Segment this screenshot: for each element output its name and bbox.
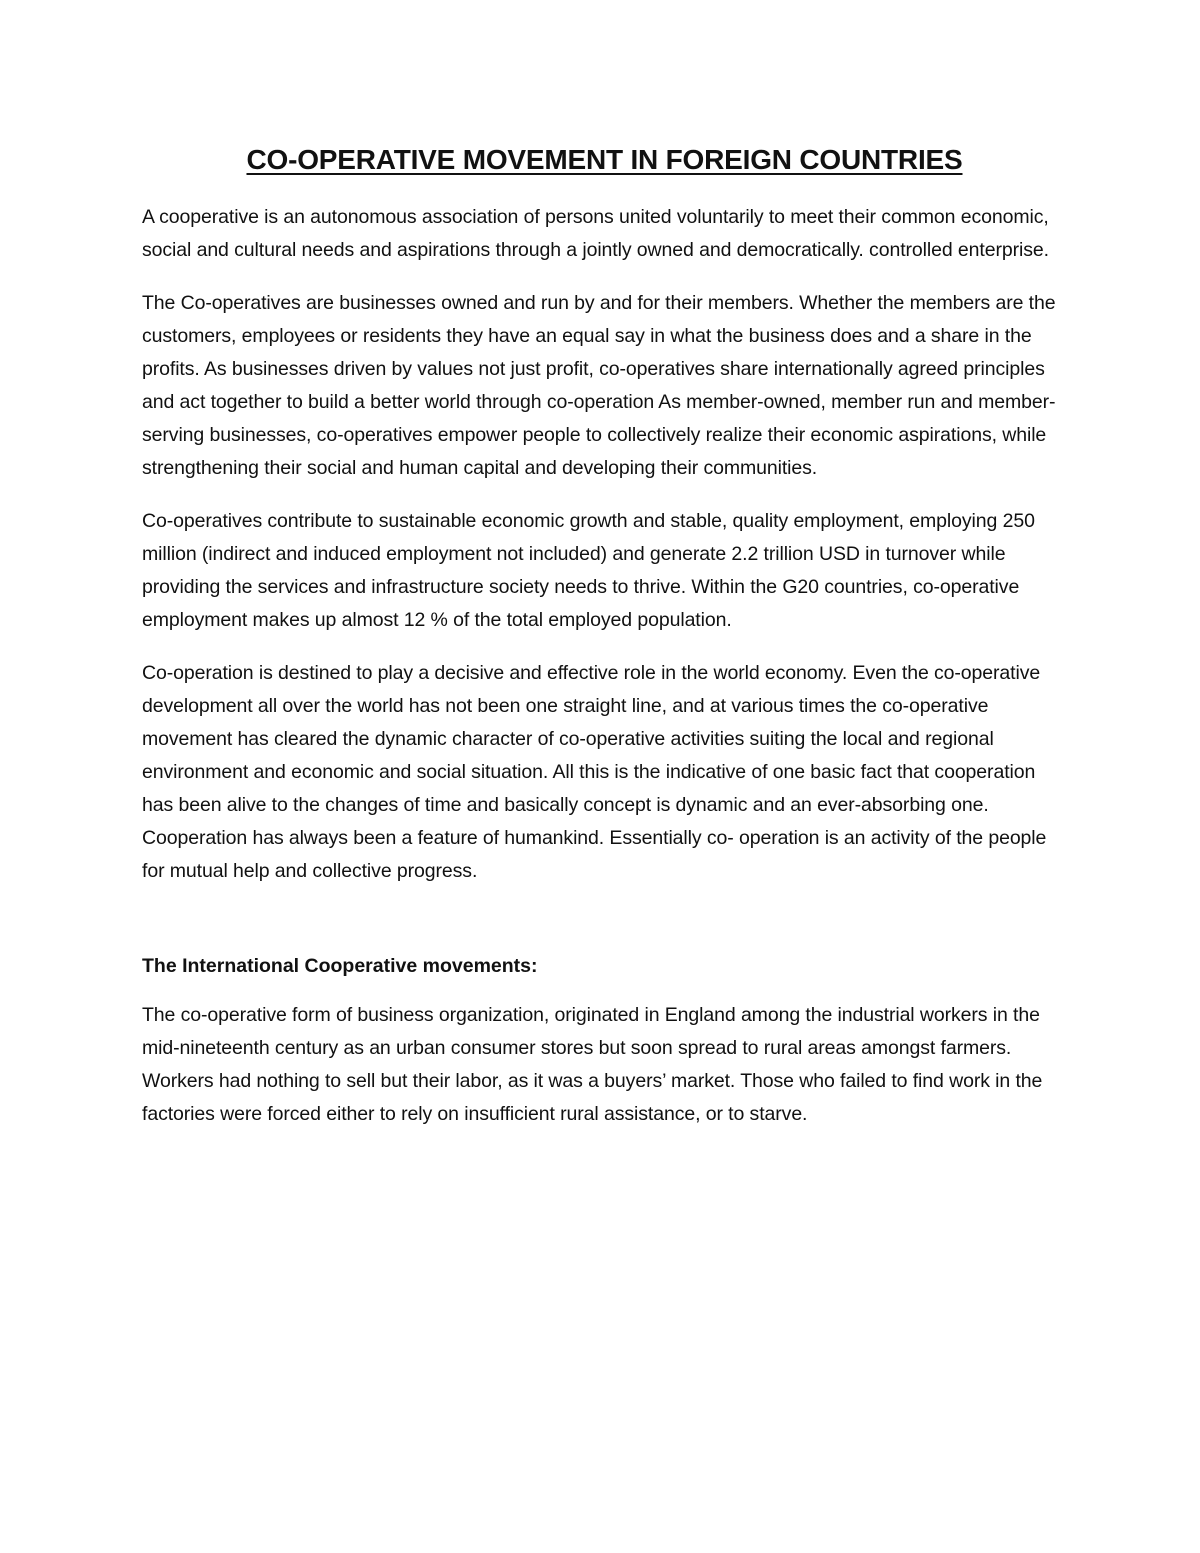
section-heading: The International Cooperative movements: [142,955,538,978]
page-title: CO-OPERATIVE MOVEMENT IN FOREIGN COUNTRIES [246,144,963,175]
paragraph-role-in-economy: Co-operation is destined to play a decisive and effective role in the world economy. Even the co-operative development all over the world has not been one straight line, and at various times the co-operative movement has cleared the dynamic character of co-operative activities suiting the local and regional environment and economic and social situation. All this is the indicative of one basic fact that cooperation has been alive to the changes of time and basically concept is dynamic and an ever-absorbing one. Cooperation has always been a feature of humankind. Essentially co- operation is an activity of the people for mutual help and collective progress. [142,662,1047,883]
document-body [142,140,1067,1151]
paragraph-definition: A cooperative is an autonomous association of persons united voluntarily to meet their common economic, social and cultural needs and aspirations through a jointly owned and democratically. controlled enterprise. [142,206,1049,262]
paragraph-economic-contribution: Co-operatives contribute to sustainable economic growth and stable, quality employment, employing 250 million (indirect and induced employment not included) and generate 2.2 trillion USD in turnover while providing the services and infrastructure society needs to thrive. Within the G20 countries, co-operative employment makes up almost 12 % of the total employed population. [142,510,1035,632]
paragraph-members: The Co-operatives are businesses owned and run by and for their members. Whether the members are the customers, employees or residents they have an equal say in what the business does and a share in the profits. As businesses driven by values not just profit, co-operatives share internationally agreed principles and act together to build a better world through co-operation As member-owned, member run and member-serving businesses, co-operatives empower people to collectively realize their economic aspirations, while strengthening their social and human capital and developing their communities. [142,292,1056,480]
paragraph-origins: The co-operative form of business organization, originated in England among the industrial workers in the mid-nineteenth century as an urban consumer stores but soon spread to rural areas amongst farmers. Workers had nothing to sell but their labor, as it was a buyers’ market. Those who failed to find work in the factories were forced either to rely on insufficient rural assistance, or to starve. [142,1004,1043,1126]
